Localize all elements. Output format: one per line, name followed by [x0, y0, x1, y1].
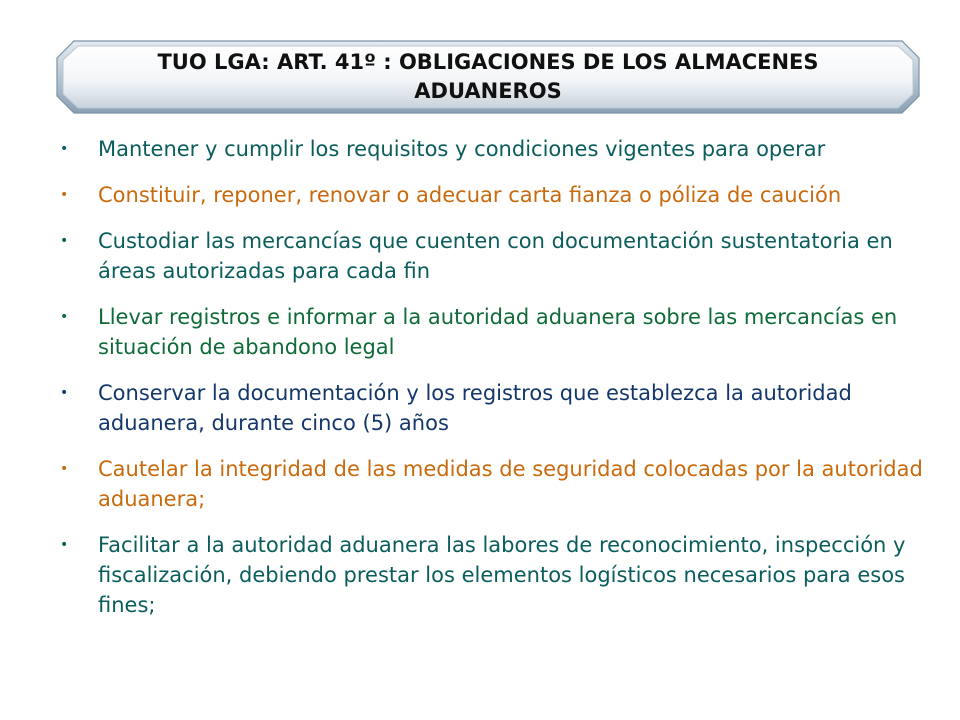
bullet-icon: • [60, 385, 69, 401]
list-item-2 [56, 180, 936, 210]
list-item-text: Facilitar a la autoridad aduanera las labores de reconocimiento, inspección y fiscalización, debiendo prestar los elementos logísticos necesarios para esos fines; [98, 533, 906, 617]
bullet-icon: • [60, 187, 69, 203]
title-banner [56, 40, 920, 114]
list-item-4 [56, 302, 936, 362]
bullet-icon: • [60, 309, 69, 325]
bullet-icon: • [60, 141, 69, 157]
list-item-text: Custodiar las mercancías que cuenten con documentación sustentatoria en áreas autorizadas para cada fin [98, 229, 893, 283]
list-item-text: Llevar registros e informar a la autoridad aduanera sobre las mercancías en situación de abandono legal [98, 305, 898, 359]
bullet-icon: • [60, 461, 69, 477]
list-item-text: Cautelar la integridad de las medidas de seguridad colocadas por la autoridad aduanera; [98, 457, 923, 511]
page-title [86, 48, 890, 106]
obligations-list [56, 134, 936, 636]
bullet-icon: • [60, 233, 69, 249]
bullet-icon: • [60, 537, 69, 553]
list-item-3 [56, 226, 936, 286]
list-item-text: Mantener y cumplir los requisitos y condiciones vigentes para operar [98, 137, 826, 161]
list-item-text: Conservar la documentación y los registros que establezca la autoridad aduanera, durante cinco (5) años [98, 381, 852, 435]
title-line-2: ADUANEROS [414, 79, 562, 103]
list-item-6 [56, 454, 936, 514]
list-item-text: Constituir, reponer, renovar o adecuar carta fianza o póliza de caución [98, 183, 842, 207]
title-line-1: TUO LGA: ART. 41º : OBLIGACIONES DE LOS ALMACENES [157, 50, 819, 74]
list-item-5 [56, 378, 936, 438]
list-item-7 [56, 530, 936, 620]
list-item-1 [56, 134, 936, 164]
